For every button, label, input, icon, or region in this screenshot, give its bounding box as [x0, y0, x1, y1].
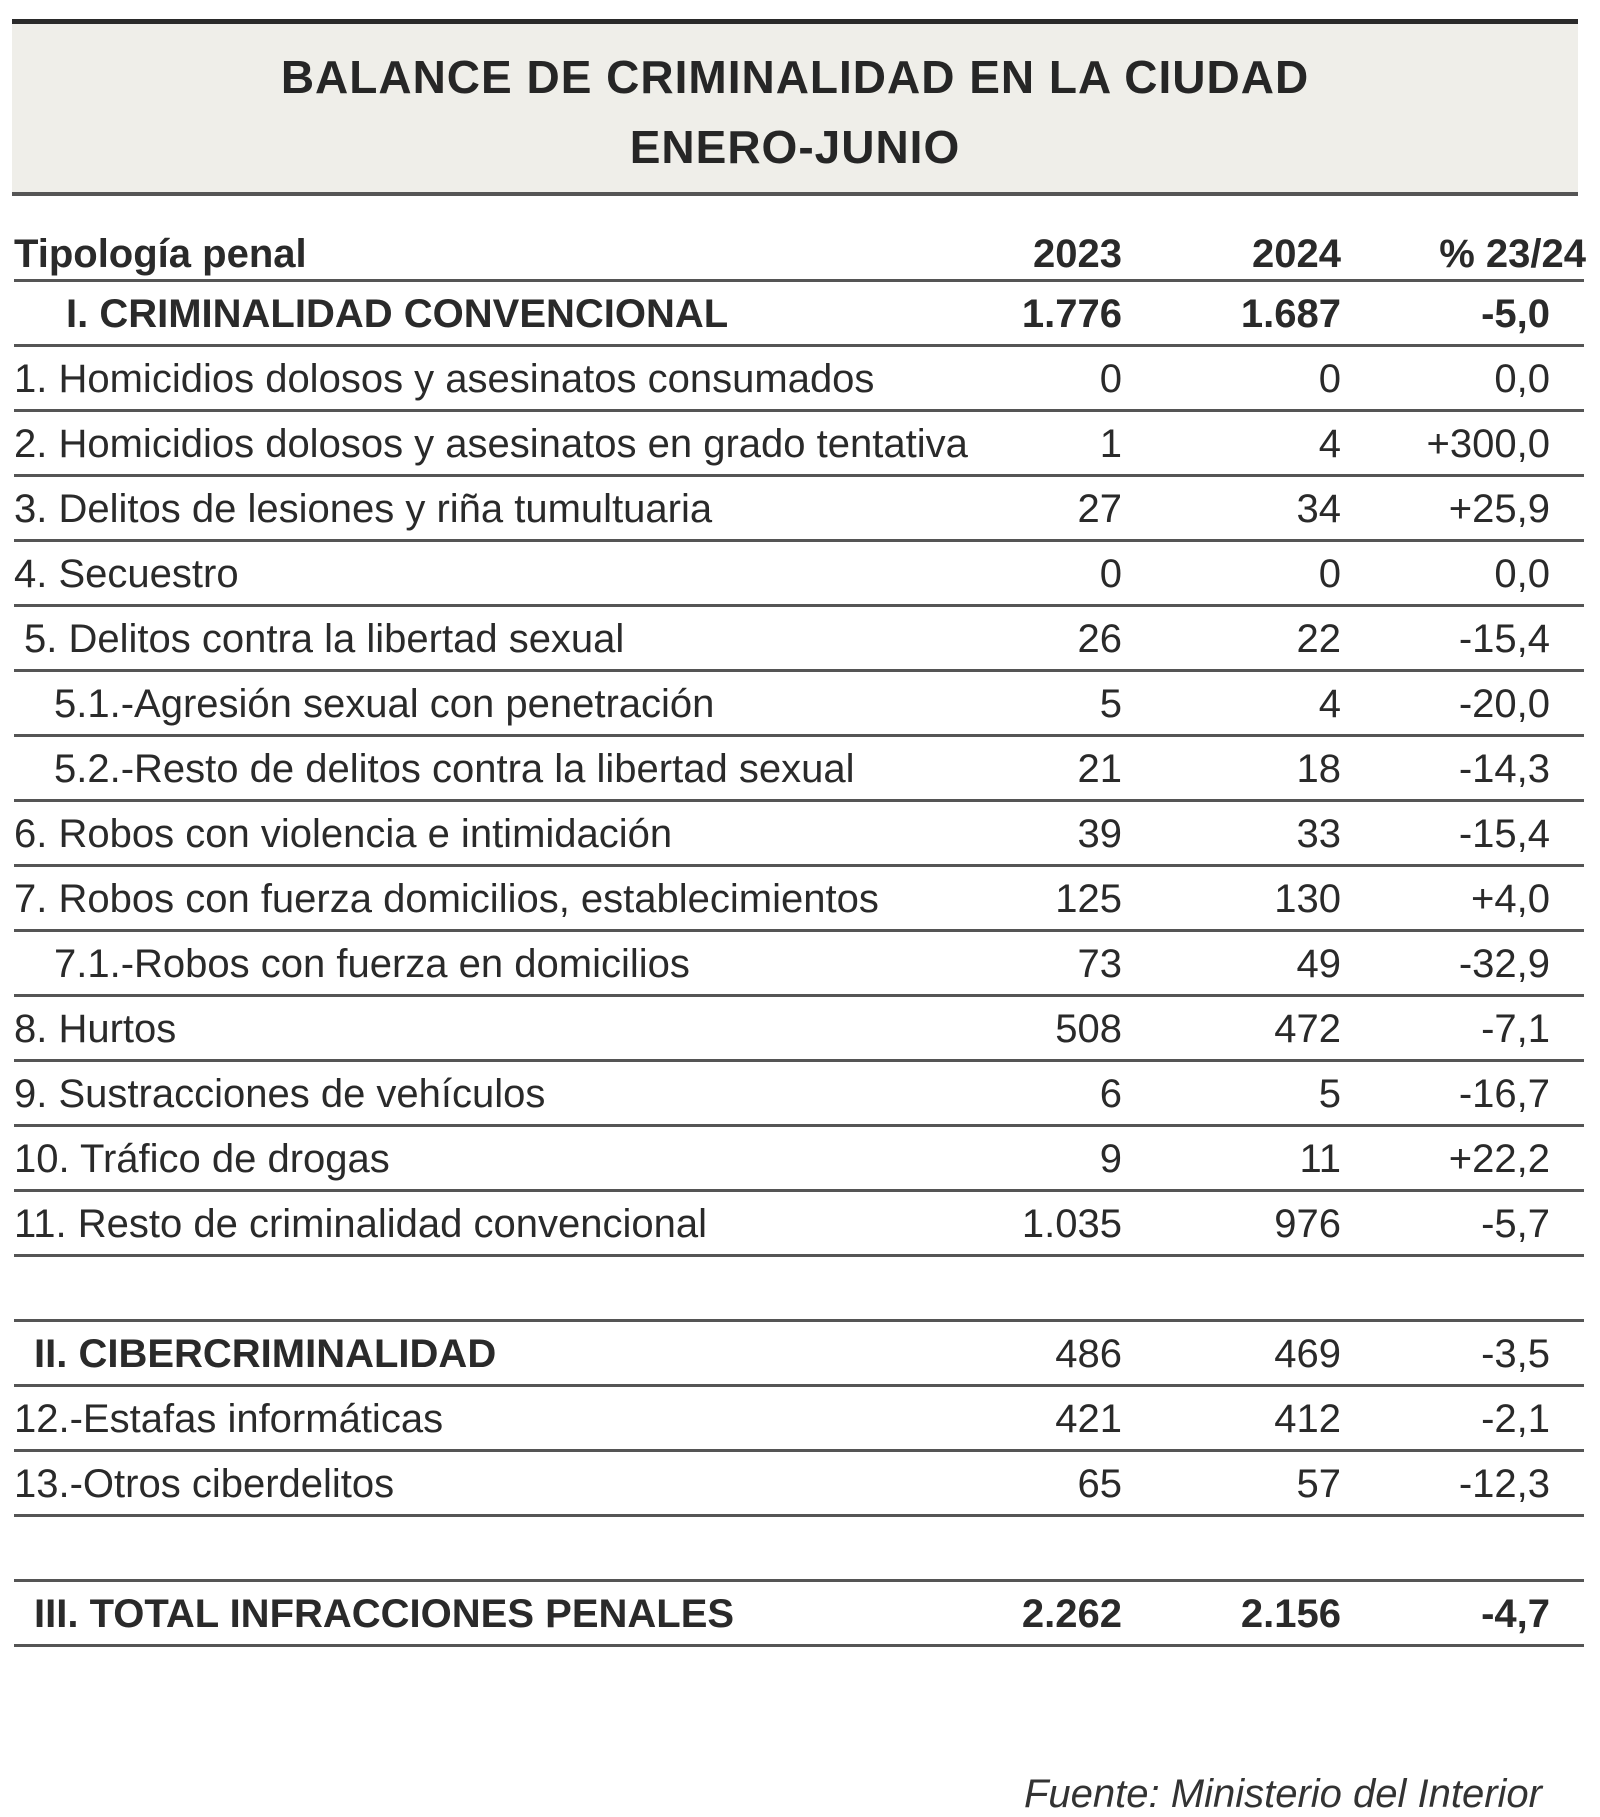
table-row [14, 867, 1584, 932]
row-label: 4. Secuestro [14, 552, 239, 596]
value-2023: 6 [1099, 1072, 1122, 1116]
value-2024: 0 [1318, 357, 1341, 401]
table-row [14, 412, 1584, 477]
row-label: 13.-Otros ciberdelitos [14, 1462, 395, 1506]
table-row [14, 347, 1584, 412]
table-row [14, 1452, 1584, 1517]
value-2023: 1 [1099, 422, 1122, 466]
value-2024: 49 [1296, 942, 1341, 986]
table-title: BALANCE DE CRIMINALIDAD EN LA CIUDAD [280, 51, 1310, 103]
value-2024: 11 [1299, 1137, 1341, 1181]
row-label: 5.2.-Resto de delitos contra la libertad sexual [54, 747, 855, 791]
header-2024: 2024 [1252, 232, 1341, 276]
value-pct-change: +300,0 [1426, 422, 1550, 466]
source-note: Fuente: Ministerio del Interior [1023, 1772, 1542, 1816]
header-2023: 2023 [1033, 232, 1122, 276]
header-tipologia: Tipología penal [14, 232, 307, 276]
value-2024: 4 [1318, 422, 1341, 466]
table-row [14, 282, 1584, 347]
table-title-box [12, 19, 1578, 196]
value-pct-change: -15,4 [1458, 812, 1550, 856]
value-2023: 1.035 [1021, 1202, 1122, 1246]
value-2023: 0 [1099, 552, 1122, 596]
row-label: 6. Robos con violencia e intimidación [14, 812, 673, 856]
row-label: 12.-Estafas informáticas [14, 1397, 444, 1441]
value-2024: 472 [1274, 1007, 1341, 1051]
value-2023: 65 [1077, 1462, 1122, 1506]
value-pct-change: -5,0 [1481, 292, 1550, 336]
row-label: 1. Homicidios dolosos y asesinatos consumados [14, 357, 875, 401]
value-pct-change: +25,9 [1448, 487, 1550, 531]
value-2024: 469 [1274, 1332, 1341, 1376]
value-2023: 26 [1077, 617, 1122, 661]
value-2024: 34 [1296, 487, 1341, 531]
row-label: 3. Delitos de lesiones y riña tumultuaria [14, 487, 713, 531]
value-2023: 486 [1055, 1332, 1122, 1376]
value-2023: 421 [1055, 1397, 1122, 1441]
table-row [14, 477, 1584, 542]
spacer-row [14, 1257, 1584, 1322]
row-label: 7. Robos con fuerza domicilios, establecimientos [14, 877, 879, 921]
value-2024: 33 [1296, 812, 1341, 856]
row-label: II. CIBERCRIMINALIDAD [34, 1332, 497, 1376]
row-label: 5.1.-Agresión sexual con penetración [54, 682, 715, 726]
row-label: 9. Sustracciones de vehículos [14, 1072, 546, 1116]
value-pct-change: -12,3 [1458, 1462, 1550, 1506]
spacer-row [14, 1517, 1584, 1582]
table-row [14, 542, 1584, 607]
value-2023: 21 [1077, 747, 1122, 791]
value-2024: 0 [1318, 552, 1341, 596]
value-pct-change: -3,5 [1481, 1332, 1550, 1376]
table-row [14, 672, 1584, 737]
value-pct-change: -5,7 [1481, 1202, 1550, 1246]
value-2024: 2.156 [1240, 1592, 1341, 1636]
header-pct: % 23/24 [1439, 232, 1586, 276]
value-pct-change: -20,0 [1458, 682, 1550, 726]
value-pct-change: -16,7 [1458, 1072, 1550, 1116]
row-label: 5. Delitos contra la libertad sexual [24, 617, 625, 661]
value-2024: 976 [1274, 1202, 1341, 1246]
row-label: III. TOTAL INFRACCIONES PENALES [34, 1592, 735, 1636]
value-2023: 0 [1099, 357, 1122, 401]
value-2023: 508 [1055, 1007, 1122, 1051]
table-row [14, 607, 1584, 672]
table-row [14, 1322, 1584, 1387]
table-row [14, 1192, 1584, 1257]
value-2024: 412 [1274, 1397, 1341, 1441]
table-body [14, 282, 1584, 1647]
value-2023: 9 [1099, 1137, 1122, 1181]
value-2023: 27 [1077, 487, 1122, 531]
value-2024: 1.687 [1240, 292, 1341, 336]
value-pct-change: -32,9 [1458, 942, 1550, 986]
row-label: I. CRIMINALIDAD CONVENCIONAL [66, 292, 729, 336]
table-row [14, 802, 1584, 867]
row-label: 7.1.-Robos con fuerza en domicilios [54, 942, 690, 986]
row-label: 8. Hurtos [14, 1007, 177, 1051]
value-2023: 39 [1077, 812, 1122, 856]
value-pct-change: +22,2 [1448, 1137, 1550, 1181]
value-2024: 22 [1296, 617, 1341, 661]
value-pct-change: 0,0 [1494, 357, 1550, 401]
table-row [14, 1062, 1584, 1127]
row-label: 2. Homicidios dolosos y asesinatos en grado tentativa [14, 422, 968, 466]
value-2023: 2.262 [1021, 1592, 1122, 1636]
value-2024: 57 [1296, 1462, 1341, 1506]
table-row [14, 737, 1584, 802]
table-subtitle: ENERO-JUNIO [629, 121, 961, 173]
table-row [14, 997, 1584, 1062]
value-2024: 18 [1296, 747, 1341, 791]
value-pct-change: -15,4 [1458, 617, 1550, 661]
row-label: 10. Tráfico de drogas [14, 1137, 390, 1181]
value-2023: 125 [1055, 877, 1122, 921]
value-2023: 1.776 [1021, 292, 1122, 336]
value-2023: 73 [1077, 942, 1122, 986]
table-row [14, 1582, 1584, 1647]
row-label: 11. Resto de criminalidad convencional [14, 1202, 707, 1246]
value-2024: 130 [1274, 877, 1341, 921]
value-pct-change: +4,0 [1471, 877, 1550, 921]
table-row [14, 1387, 1584, 1452]
table-header-row [14, 226, 1584, 282]
table-row [14, 932, 1584, 997]
value-pct-change: 0,0 [1494, 552, 1550, 596]
value-pct-change: -2,1 [1481, 1397, 1550, 1441]
value-pct-change: -4,7 [1481, 1592, 1550, 1636]
crime-table [14, 226, 1584, 1647]
value-pct-change: -14,3 [1458, 747, 1550, 791]
value-2023: 5 [1099, 682, 1122, 726]
table-row [14, 1127, 1584, 1192]
value-pct-change: -7,1 [1481, 1007, 1550, 1051]
value-2024: 4 [1318, 682, 1341, 726]
value-2024: 5 [1318, 1072, 1341, 1116]
